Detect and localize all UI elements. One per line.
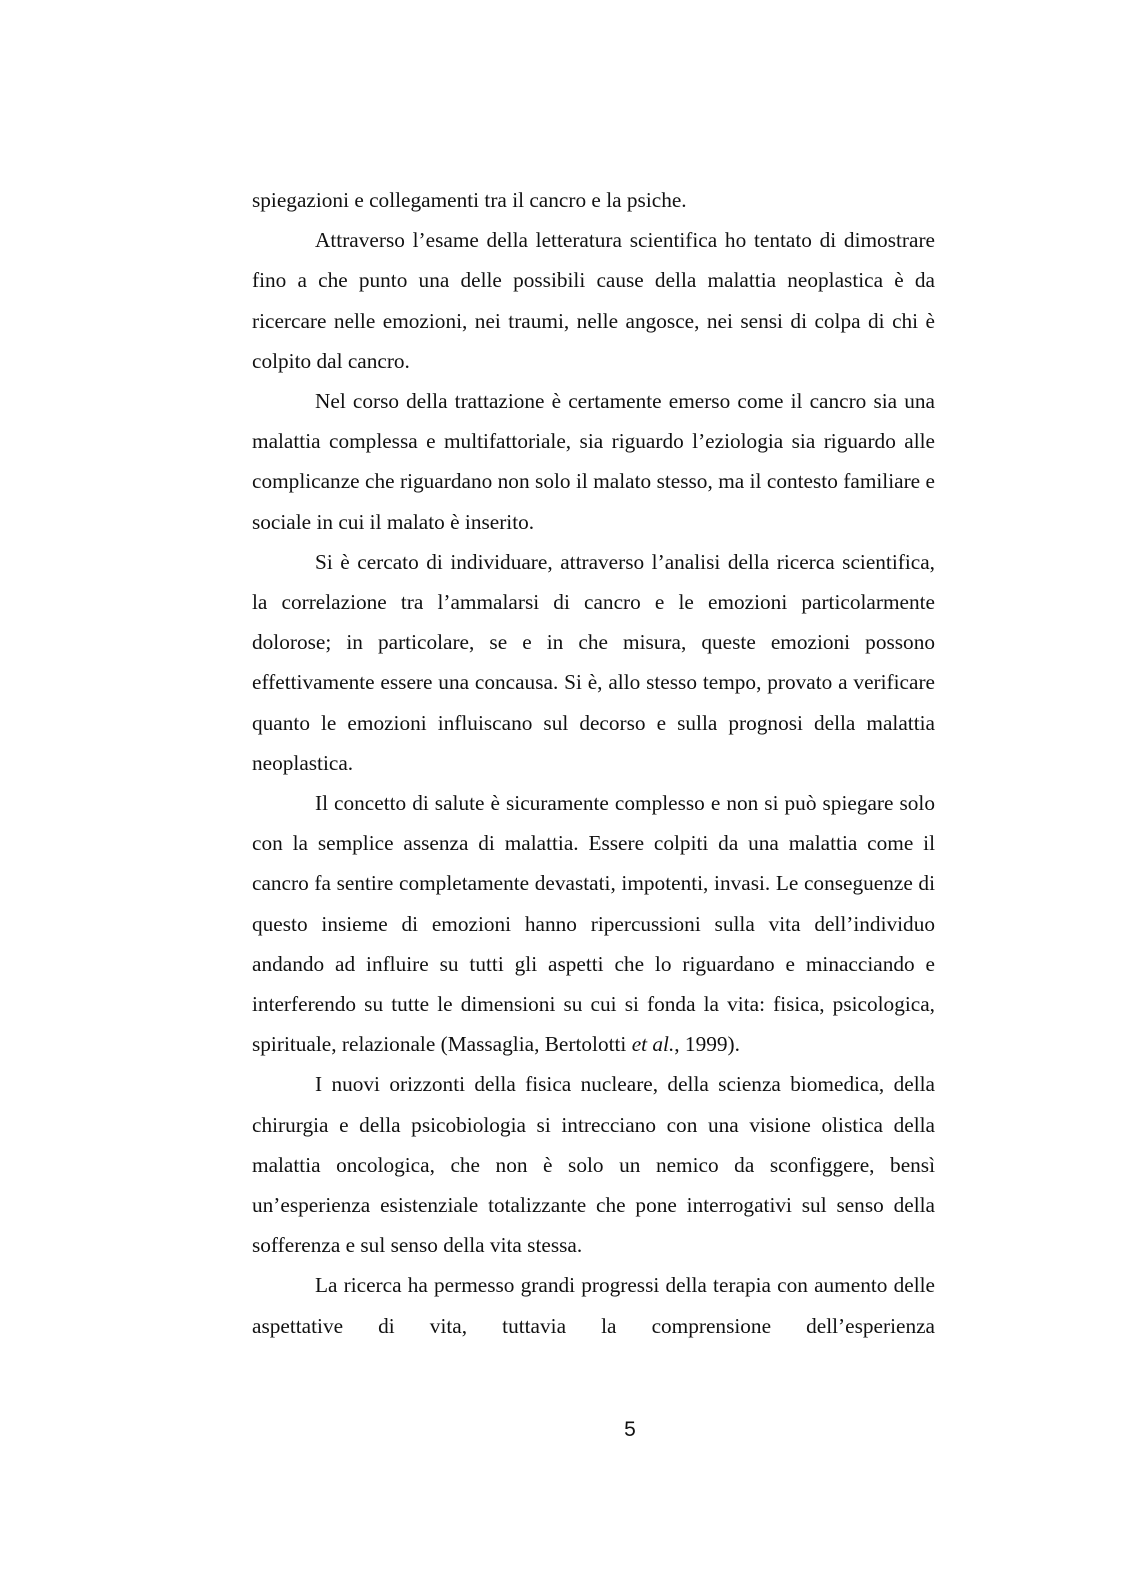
paragraph-health-concept (252, 783, 935, 1064)
page-number: 5 (624, 1418, 636, 1441)
paragraph-multifactorial-disease: Nel corso della trattazione è certamente emerso come il cancro sia una malattia complessa e multifattoriale, sia riguardo l’eziologia sia riguardo alle complicanze che riguardano non solo il malato stesso, ma il contesto familiare e sociale in cui il malato è inserito. (252, 389, 935, 534)
body-text (252, 180, 935, 1346)
paragraph-continuation: spiegazioni e collegamenti tra il cancro e la psiche. (252, 188, 687, 212)
paragraph-health-concept-text: Il concetto di salute è sicuramente complesso e non si può spiegare solo con la semplice assenza di malattia. Essere colpiti da una malattia come il cancro fa sentire completamente devastati, impotenti, invasi. Le conseguenze di questo insieme di emozioni hanno ripercussioni sulla vita dell’individuo andando ad influire su tutti gli aspetti che lo riguardano e minacciando e interferendo su tutte le dimensioni su cui si fonda la vita: fisica, psicologica, spirituale, relazionale (Massaglia, Bertolotti (252, 791, 935, 1057)
paragraph-emotions-correlation: Si è cercato di individuare, attraverso l’analisi della ricerca scientifica, la correlazione tra l’ammalarsi di cancro e le emozioni particolarmente dolorose; in particolare, se e in che misura, queste emozioni possono effettivamente essere una concausa. Si è, allo stesso tempo, provato a verificare quanto le emozioni influiscano sul decorso e sulla prognosi della malattia neoplastica. (252, 549, 935, 775)
paragraph-literature-review: Attraverso l’esame della letteratura scientifica ho tentato di dimostrare fino a che punto una delle possibili cause della malattia neoplastica è da ricercare nelle emozioni, nei traumi, nelle angosce, nei sensi di colpa di chi è colpito dal cancro. (252, 228, 935, 373)
citation-year: , 1999). (674, 1032, 740, 1057)
citation-et-al: et al. (631, 1032, 675, 1057)
paragraph-research-progress: La ricerca ha permesso grandi progressi della terapia con aumento delle aspettative di vita, tuttavia la comprensione dell’esperienza (252, 1273, 935, 1338)
paragraph-new-horizons: I nuovi orizzonti della fisica nucleare, della scienza biomedica, della chirurgia e della psicobiologia si intrecciano con una visione olistica della malattia oncologica, che non è solo un nemico da sconfiggere, bensì un’esperienza esistenziale totalizzante che pone interrogativi sul senso della sofferenza e sul senso della vita stessa. (252, 1072, 935, 1258)
